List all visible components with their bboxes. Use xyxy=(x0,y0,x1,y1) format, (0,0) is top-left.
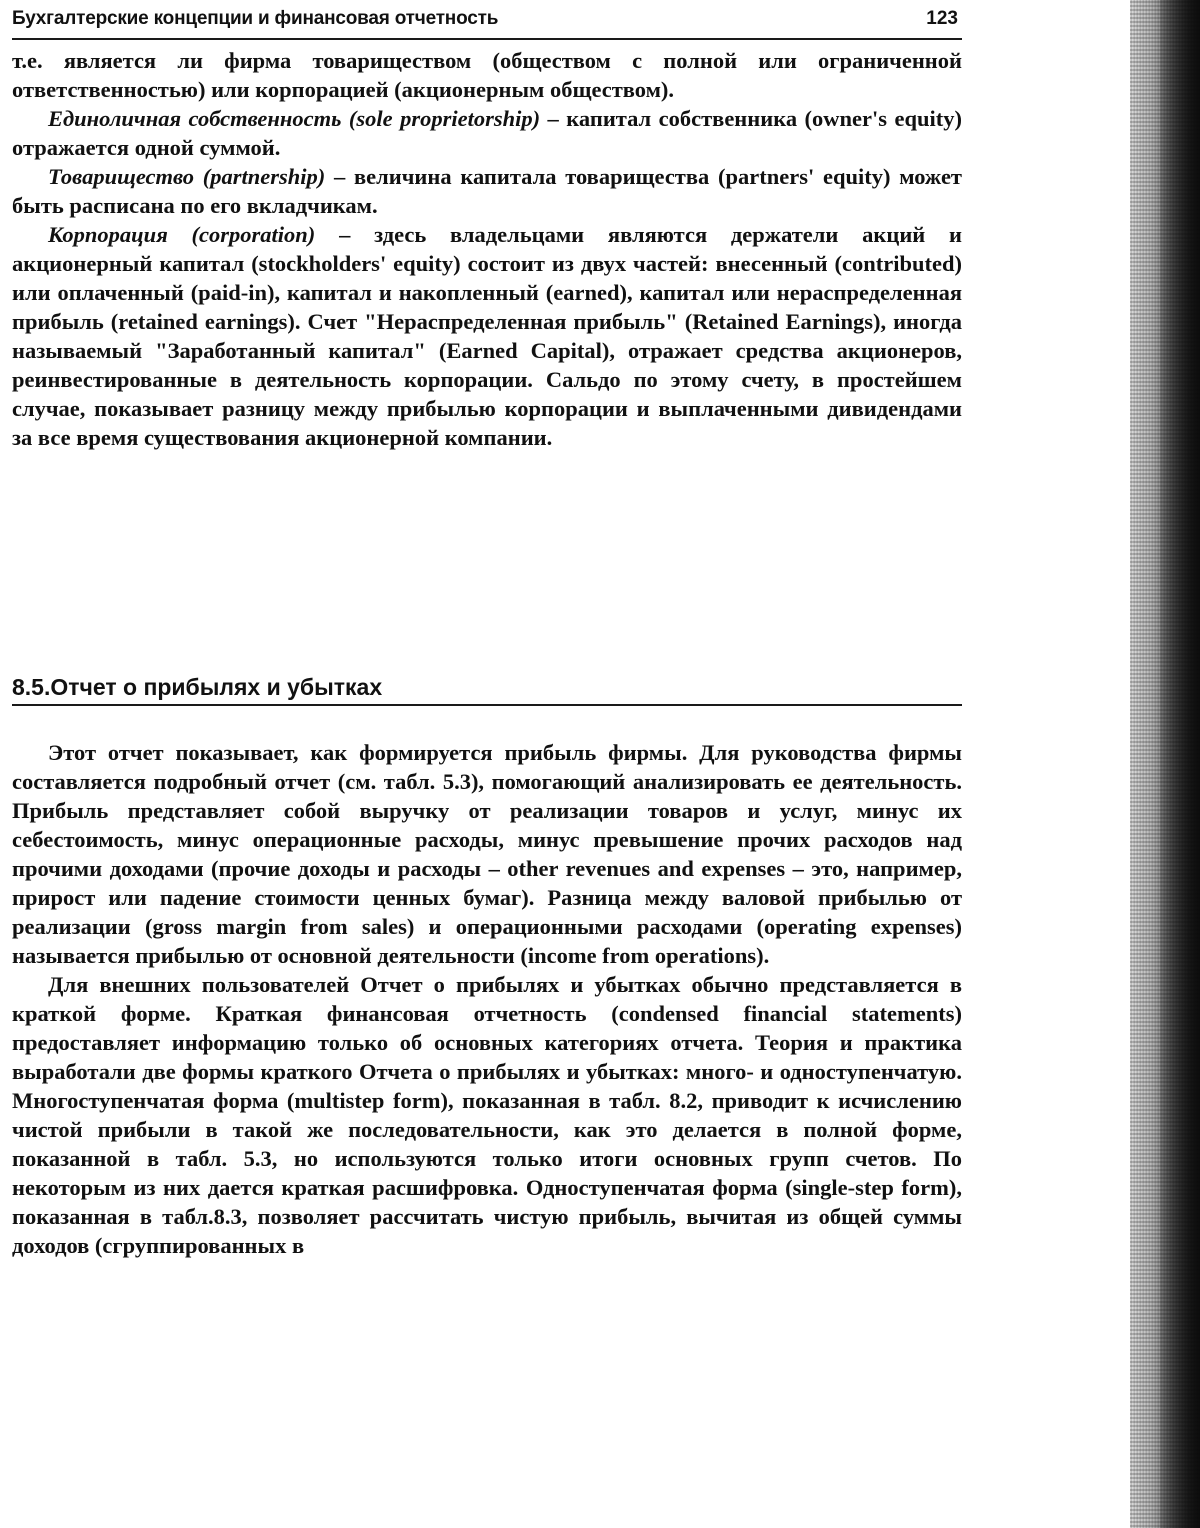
page-number: 123 xyxy=(926,8,958,29)
paragraph-condensed-statements: Для внешних пользователей Отчет о прибылях и убытках обычно представляется в краткой форме. Краткая финансовая отчетность (condensed financial statements) предоставляет информацию только об основных категориях отчета. Теория и практика выработали две формы краткого Отчета о прибылях и убытках: много- и одноступенчатую. Многоступенчатая форма (multistep form), показанная в табл. 8.2, приводит к исчислению чистой прибыли в такой же последовательности, как это делается в полной форме, показанной в табл. 5.3, но используются только итоги основных групп счетов. По некоторым из них дается краткая расшифровка. Одноступенчатая форма (single-step form), показанная в табл.8.3, позволяет рассчитать чистую прибыль, вычитая из общей суммы доходов (сгруппированных в xyxy=(12,972,962,1258)
paragraph-sole-proprietorship xyxy=(12,104,962,162)
definition-corporation: – здесь владельцами являются держатели акций и акционерный капитал (stockholders' equity) состоит из двух частей: внесенный (contributed) или оплаченный (paid-in), капитал и накопленный (earned), капитал или нераспределенная прибыль (retained earnings). Счет "Нераспределенная прибыль" (Retained Earnings), иногда называемый "Заработанный капитал" (Earned Capital), отражает средства акционеров, реинвестированные в деятельность корпорации. Сальдо по этому счету, в простейшем случае, показывает разницу между прибылью корпорации и выплаченными дивидендами за все время существования акционерной компании. xyxy=(12,222,962,450)
term-corporation: Корпорация (corporation) xyxy=(48,222,316,247)
definition-partnership: – величина капитала товарищества (partners' equity) может быть расписана по его вкладчикам. xyxy=(12,164,962,218)
body-text-top xyxy=(12,46,962,452)
paragraph-partnership xyxy=(12,162,962,220)
scan-edge-shadow xyxy=(1160,0,1200,1528)
body-text-bottom xyxy=(12,738,962,1260)
paragraph-corporation xyxy=(12,220,962,452)
term-partnership: Товарищество (partnership) xyxy=(48,164,326,189)
running-head-title: Бухгалтерские концепции и финансовая отчетность xyxy=(12,8,499,29)
paragraph-income-statement: Этот отчет показывает, как формируется прибыль фирмы. Для руководства фирмы составляется подробный отчет (см. табл. 5.3), помогающий анализировать ее деятельность. Прибыль представляет собой выручку от реализации товаров и услуг, минус их себестоимость, минус операционные расходы, минус превышение прочих расходов над прочими доходами (прочие доходы и расходы – other revenues and expenses – это, например, прирост или падение стоимости ценных бумаг). Разница между валовой прибылью от реализации (gross margin from sales) и операционными расходами (operating expenses) называется прибылью от основной деятельности (income from operations). xyxy=(12,740,962,968)
paragraph-continuation: т.е. является ли фирма товариществом (обществом с полной или ограниченной ответственностью) или корпорацией (акционерным обществом). xyxy=(12,48,962,102)
section-heading: 8.5.Отчет о прибылях и убытках xyxy=(12,670,962,706)
definition-sole-proprietorship: – капитал собственника (owner's equity) отражается одной суммой. xyxy=(12,106,962,160)
running-head xyxy=(12,4,962,40)
term-sole-proprietorship: Единоличная собственность (sole proprietorship) xyxy=(48,106,541,131)
